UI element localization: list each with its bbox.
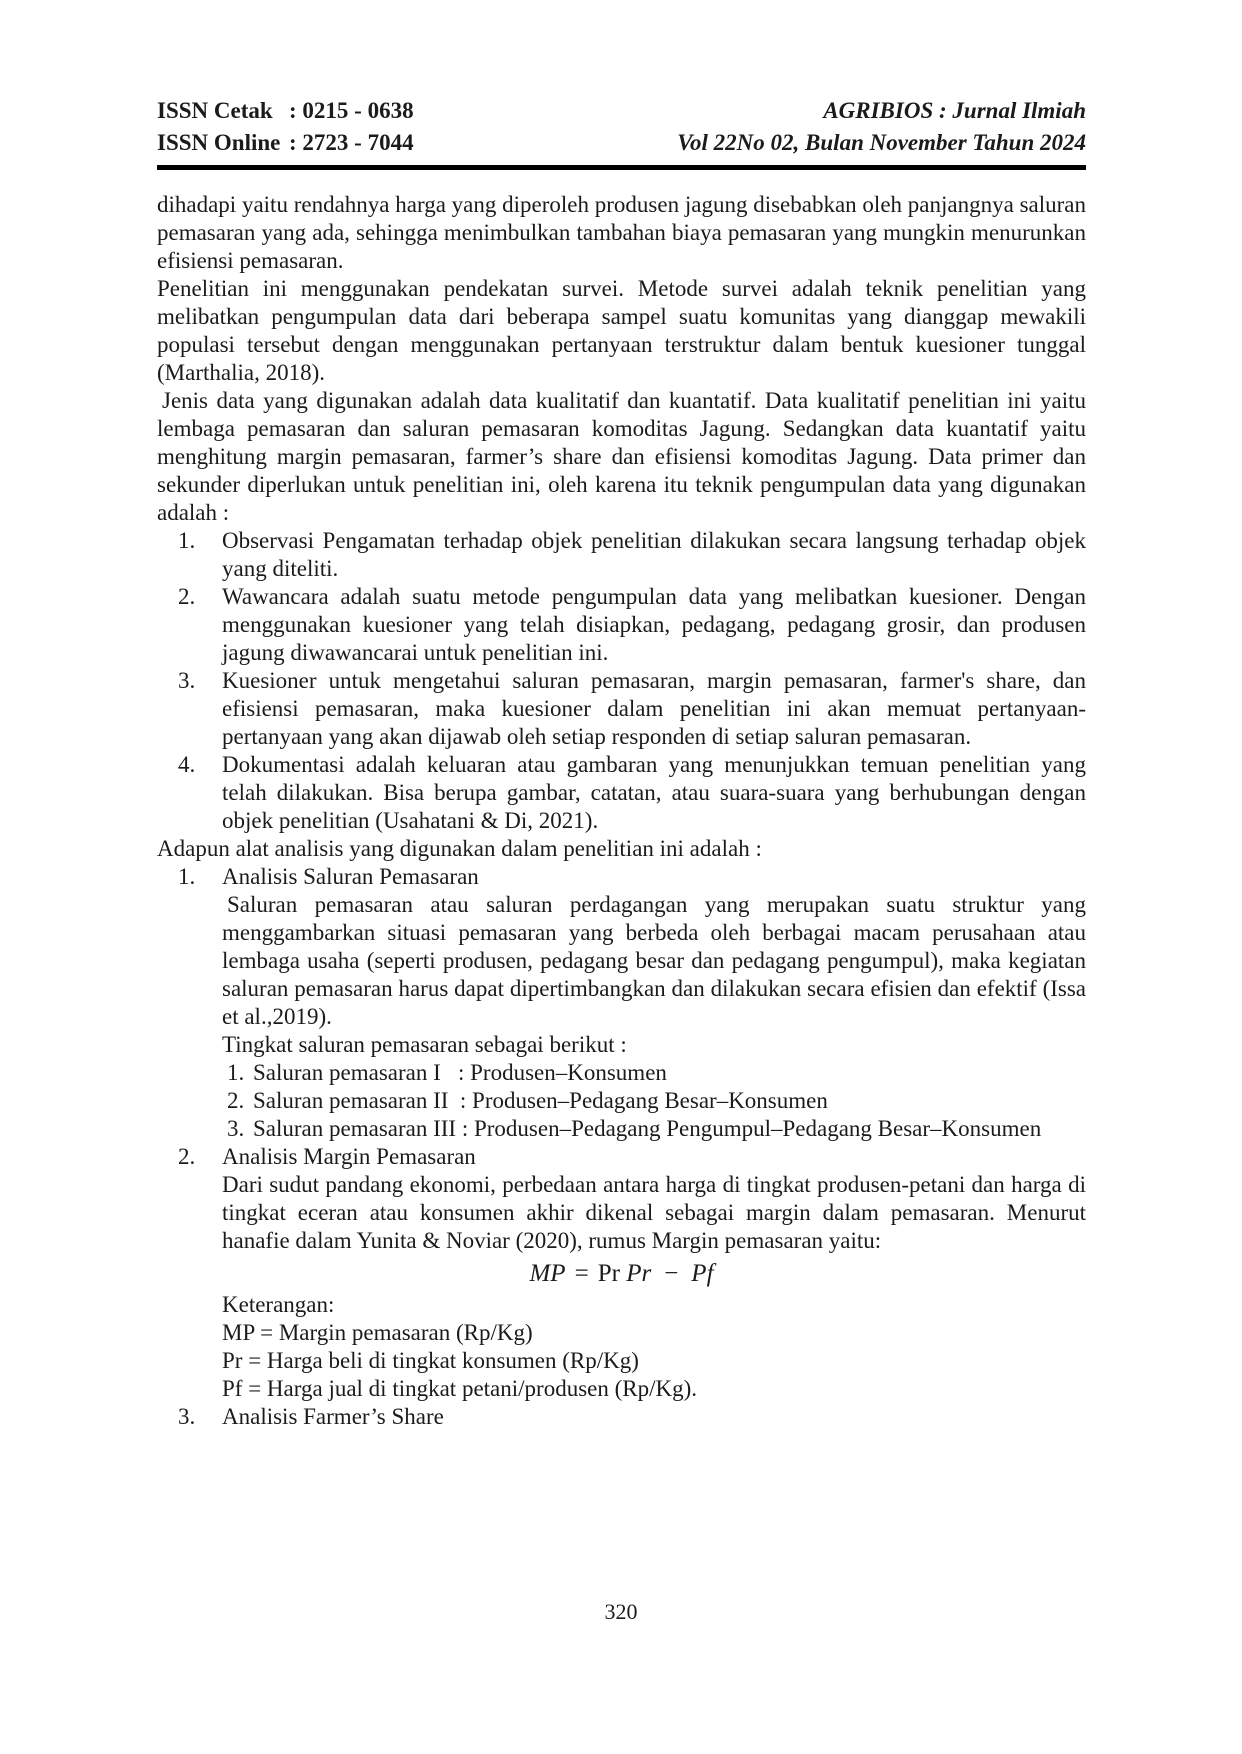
- formula-mp: MP: [529, 1260, 566, 1287]
- formula-minus: −: [664, 1260, 679, 1287]
- analysis-paragraph-2: Dari sudut pandang ekonomi, perbedaan antara harga di tingkat produsen-petani dan harga di tingkat eceran atau konsumen akhir dikenal sebagai margin dalam pemasaran. Menurut hanafie dalam Yunita & Noviar (2020), rumus Margin pemasaran yaitu:: [222, 1172, 1086, 1253]
- method-item-3: [157, 667, 1086, 751]
- formula-pf: Pf: [691, 1260, 714, 1287]
- issn-print-row: [157, 95, 414, 127]
- margin-formula: [157, 1260, 1086, 1288]
- issn-print-label: ISSN Cetak: [157, 98, 273, 123]
- keterangan-label: Keterangan:: [222, 1292, 335, 1317]
- channel-text-3: Saluran pemasaran III : Produsen–Pedagang Pengumpul–Pedagang Besar–Konsumen: [253, 1116, 1042, 1141]
- channel-text-1: Saluran pemasaran I : Produsen–Konsumen: [253, 1060, 667, 1085]
- issn-online-value: : 2723 - 7044: [289, 130, 414, 155]
- formula-pr-operator: Pr: [597, 1260, 620, 1287]
- method-number-3: 3.: [178, 668, 196, 693]
- channel-list-intro: Tingkat saluran pemasaran sebagai berikut :: [222, 1032, 627, 1057]
- method-number-4: 4.: [178, 752, 196, 777]
- channel-number-2: 2.: [227, 1088, 245, 1113]
- article-body: [157, 191, 1086, 1431]
- channel-number-1: 1.: [227, 1060, 245, 1085]
- analysis-title-1: Analisis Saluran Pemasaran: [222, 864, 479, 889]
- paragraph-intro: dihadapi yaitu rendahnya harga yang diperoleh produsen jagung disebabkan oleh panjangnya saluran pemasaran yang ada, sehingga menimbulkan tambahan biaya pemasaran yang mungkin menurunkan efisiensi pemasaran.: [157, 192, 1086, 273]
- paragraph-survey: Penelitian ini menggunakan pendekatan survei. Metode survei adalah teknik penelitian yang melibatkan pengumpulan data dari beberapa sampel suatu komunitas yang dianggap mewakili populasi tersebut dengan menggunakan pertanyaan terstruktur dalam bentuk kuesioner tunggal (Marthalia, 2018).: [157, 276, 1086, 385]
- analysis-item-2: [157, 1143, 1086, 1171]
- page-header: [157, 95, 1086, 159]
- issn-block: [157, 95, 414, 159]
- page-footer: [0, 1598, 1242, 1626]
- issn-print-value: : 0215 - 0638: [289, 98, 414, 123]
- analysis-title-3: Analisis Farmer’s Share: [222, 1404, 444, 1429]
- method-text-4: Dokumentasi adalah keluaran atau gambaran yang menunjukkan temuan penelitian yang telah dilakukan. Bisa berupa gambar, catatan, atau suara-suara yang berhubungan dengan objek penelitian (Usahatani & Di, 2021).: [222, 752, 1086, 833]
- channel-number-3: 3.: [227, 1116, 245, 1141]
- paragraph-analysis-tools: Adapun alat analisis yang digunakan dalam penelitian ini adalah :: [157, 836, 762, 861]
- analysis-paragraph-1: Saluran pemasaran atau saluran perdagangan yang merupakan suatu struktur yang menggambarkan situasi pemasaran yang berbeda oleh berbagai macam perusahaan atau lembaga usaha (seperti produsen, pedagang besar dan pedagang pengumpul), maka kegiatan saluran pemasaran harus dapat dipertimbangkan dan dilakukan secara efisien dan efektif (Issa et al.,2019).: [222, 892, 1086, 1029]
- channel-text-2: Saluran pemasaran II : Produsen–Pedagang Besar–Konsumen: [253, 1088, 828, 1113]
- issn-online-label: ISSN Online: [157, 130, 281, 155]
- header-rule: [157, 165, 1086, 170]
- keterangan-mp: MP = Margin pemasaran (Rp/Kg): [222, 1320, 533, 1345]
- formula-equals: =: [574, 1260, 589, 1287]
- method-text-1: Observasi Pengamatan terhadap objek penelitian dilakukan secara langsung terhadap objek yang diteliti.: [222, 528, 1086, 581]
- journal-title: AGRIBIOS : Jurnal Ilmiah: [823, 98, 1086, 123]
- keterangan-pf: Pf = Harga jual di tingkat petani/produsen (Rp/Kg).: [222, 1376, 698, 1401]
- paragraph-data-types: Jenis data yang digunakan adalah data kualitatif dan kuantatif. Data kualitatif penelitian ini yaitu lembaga pemasaran dan saluran pemasaran komoditas Jagung. Sedangkan data kuantatif yaitu menghitung margin pemasaran, farmer’s share dan efisiensi komoditas Jagung. Data primer dan sekunder diperlukan untuk penelitian ini, oleh karena itu teknik pengumpulan data yang digunakan adalah :: [157, 388, 1086, 525]
- analysis-number-1: 1.: [178, 864, 196, 889]
- volume-line: Vol 22No 02, Bulan November Tahun 2024: [677, 130, 1086, 155]
- keterangan-pr: Pr = Harga beli di tingkat konsumen (Rp/Kg): [222, 1348, 639, 1373]
- method-text-3: Kuesioner untuk mengetahui saluran pemasaran, margin pemasaran, farmer's share, dan efisiensi pemasaran, maka kuesioner dalam penelitian ini akan memuat pertanyaan-pertanyaan yang akan dijawab oleh setiap responden di setiap saluran pemasaran.: [222, 668, 1086, 749]
- analysis-number-2: 2.: [178, 1144, 196, 1169]
- issn-online-row: [157, 127, 414, 159]
- channel-item-1: [157, 1059, 1086, 1087]
- method-item-4: [157, 751, 1086, 835]
- method-item-1: [157, 527, 1086, 583]
- analysis-number-3: 3.: [178, 1404, 196, 1429]
- method-text-2: Wawancara adalah suatu metode pengumpulan data yang melibatkan kuesioner. Dengan menggunakan kuesioner yang telah disiapkan, pedagang, pedagang grosir, dan produsen jagung diwawancarai untuk penelitian ini.: [222, 584, 1086, 665]
- analysis-item-3: [157, 1403, 1086, 1431]
- journal-info-block: [677, 95, 1086, 159]
- method-item-2: [157, 583, 1086, 667]
- channel-item-2: [157, 1087, 1086, 1115]
- channel-item-3: [157, 1115, 1086, 1143]
- method-number-1: 1.: [178, 528, 196, 553]
- method-number-2: 2.: [178, 584, 196, 609]
- analysis-title-2: Analisis Margin Pemasaran: [222, 1144, 476, 1169]
- page-number: 320: [604, 1599, 638, 1624]
- formula-pr-var: Pr: [626, 1260, 652, 1287]
- analysis-item-1: [157, 863, 1086, 891]
